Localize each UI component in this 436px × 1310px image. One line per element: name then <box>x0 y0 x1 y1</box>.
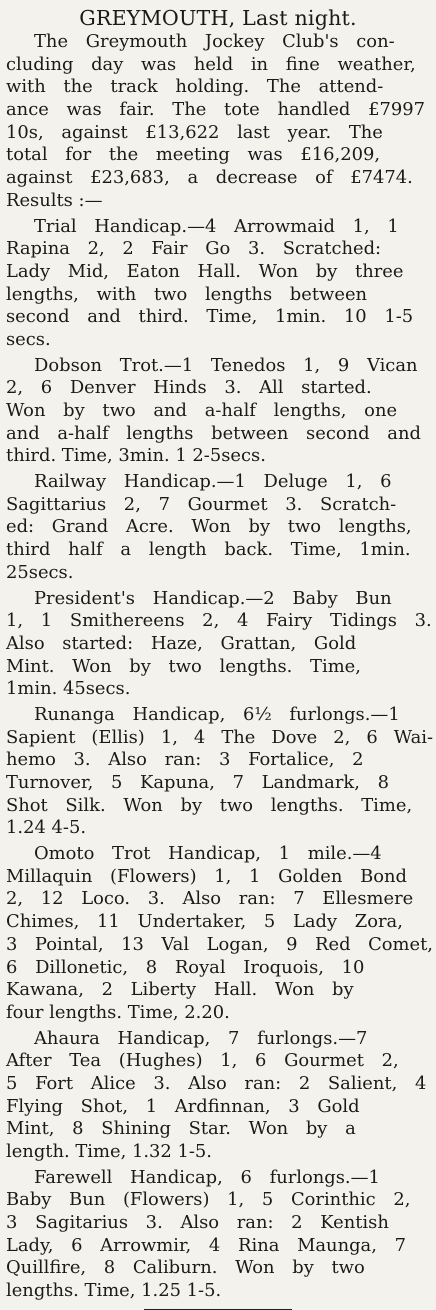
text-line: Farewell Handicap, 6 furlongs.—1 <box>34 1166 380 1188</box>
paragraph <box>0 704 436 840</box>
text-line: Kawana, 2 Liberty Hall. Won by <box>6 979 354 1001</box>
text-line: Results :— <box>6 189 103 211</box>
paragraph <box>0 216 436 352</box>
text-line: Railway Handicap.—1 Deluge 1, 6 <box>34 471 392 493</box>
text-line: 6 Dillonetic, 8 Royal Iroquois, 10 <box>6 956 365 978</box>
article-body <box>0 31 436 1303</box>
text-line: third. Time, 3min. 1 2-5secs. <box>6 445 266 467</box>
text-line: 3 Pointal, 13 Val Logan, 9 Red Comet, <box>6 933 433 955</box>
text-line: ed: Grand Acre. Won by two lengths, <box>6 516 412 538</box>
text-line: 2, 12 Loco. 3. Also ran: 7 Ellesmere <box>6 888 414 910</box>
paragraph <box>0 843 436 1025</box>
text-line: The Greymouth Jockey Club's con- <box>34 31 395 52</box>
paragraph <box>0 1167 436 1303</box>
text-line: against £23,683, a decrease of £7474. <box>6 167 413 189</box>
text-line: After Tea (Hughes) 1, 6 Gourmet 2, <box>6 1050 399 1072</box>
text-line: Ahaura Handicap, 7 furlongs.—7 <box>34 1027 368 1049</box>
text-line: Shot Silk. Won by two lengths. Time, <box>6 794 413 816</box>
text-line: Won by two and a-half lengths, one <box>6 400 398 421</box>
text-line: secs. <box>6 328 51 350</box>
paragraph <box>0 588 436 701</box>
paragraph <box>0 355 436 468</box>
text-line: Mint, 8 Shining Star. Won by a <box>6 1118 356 1140</box>
text-line: cluding day was held in fine weather, <box>6 53 416 75</box>
text-line: second and third. Time, 1min. 10 1-5 <box>6 306 414 328</box>
text-line: with the track holding. The attend- <box>6 76 384 98</box>
text-line: Also started: Haze, Grattan, Gold <box>6 632 357 654</box>
text-line: Mint. Won by two lengths. Time, <box>6 655 361 677</box>
text-line: hemo 3. Also ran: 3 Fortalice, 2 <box>6 749 364 771</box>
text-line: 2, 6 Denver Hinds 3. All started. <box>6 377 372 399</box>
text-line: 5 Fort Alice 3. Also ran: 2 Salient, 4 <box>6 1072 427 1094</box>
text-line: third half a length back. Time, 1min. <box>6 539 411 561</box>
text-line: Flying Shot, 1 Ardfinnan, 3 Gold <box>6 1095 360 1117</box>
text-line: Lady Mid, Eaton Hall. Won by three <box>6 260 404 282</box>
text-line: lengths. Time, 1.25 1-5. <box>6 1280 222 1302</box>
text-line: Runanga Handicap, 6½ furlongs.—1 <box>34 703 400 725</box>
text-line: total for the meeting was £16,209, <box>6 144 381 166</box>
text-line: ance was fair. The tote handled £7997 <box>6 99 425 121</box>
text-line: Chimes, 11 Undertaker, 5 Lady Zora, <box>6 911 403 933</box>
text-line: 25secs. <box>6 561 74 583</box>
text-line: President's Handicap.—2 Baby Bun <box>34 587 392 609</box>
text-line: 10s, against £13,622 last year. The <box>6 121 383 143</box>
text-line: Omoto Trot Handicap, 1 mile.—4 <box>34 843 382 865</box>
text-line: Baby Bun (Flowers) 1, 5 Corinthic 2, <box>6 1189 411 1211</box>
text-line: 1.24 4-5. <box>6 817 87 839</box>
text-line: Dobson Trot.—1 Tenedos 1, 9 Vican <box>34 354 418 376</box>
text-line: Quillfire, 8 Caliburn. Won by two <box>6 1257 365 1279</box>
text-line: Millaquin (Flowers) 1, 1 Golden Bond <box>6 865 407 887</box>
text-line: and a-half lengths between second and <box>6 422 421 444</box>
article-heading: GREYMOUTH, Last night. <box>79 6 357 30</box>
text-line: 3 Sagitarius 3. Also ran: 2 Kentish <box>6 1212 389 1234</box>
text-line: Sapient (Ellis) 1, 4 The Dove 2, 6 Wai- <box>6 726 433 748</box>
text-line: Turnover, 5 Kapuna, 7 Landmark, 8 <box>6 772 389 793</box>
text-line: four lengths. Time, 2.20. <box>6 1001 230 1023</box>
text-line: Trial Handicap.—4 Arrowmaid 1, 1 <box>34 215 399 237</box>
paragraph <box>0 31 436 213</box>
text-line: Rapina 2, 2 Fair Go 3. Scratched: <box>6 238 382 260</box>
text-line: length. Time, 1.32 1-5. <box>6 1141 212 1162</box>
text-line: Sagittarius 2, 7 Gourmet 3. Scratch- <box>6 493 397 515</box>
paragraph <box>0 1028 436 1164</box>
text-line: lengths, with two lengths between <box>6 283 368 305</box>
text-line: Lady, 6 Arrowmir, 4 Rina Maunga, 7 <box>6 1234 406 1256</box>
text-line: 1, 1 Smithereens 2, 4 Fairy Tidings 3. <box>6 610 432 632</box>
text-line: 1min. 45secs. <box>6 678 131 700</box>
paragraph <box>0 471 436 584</box>
